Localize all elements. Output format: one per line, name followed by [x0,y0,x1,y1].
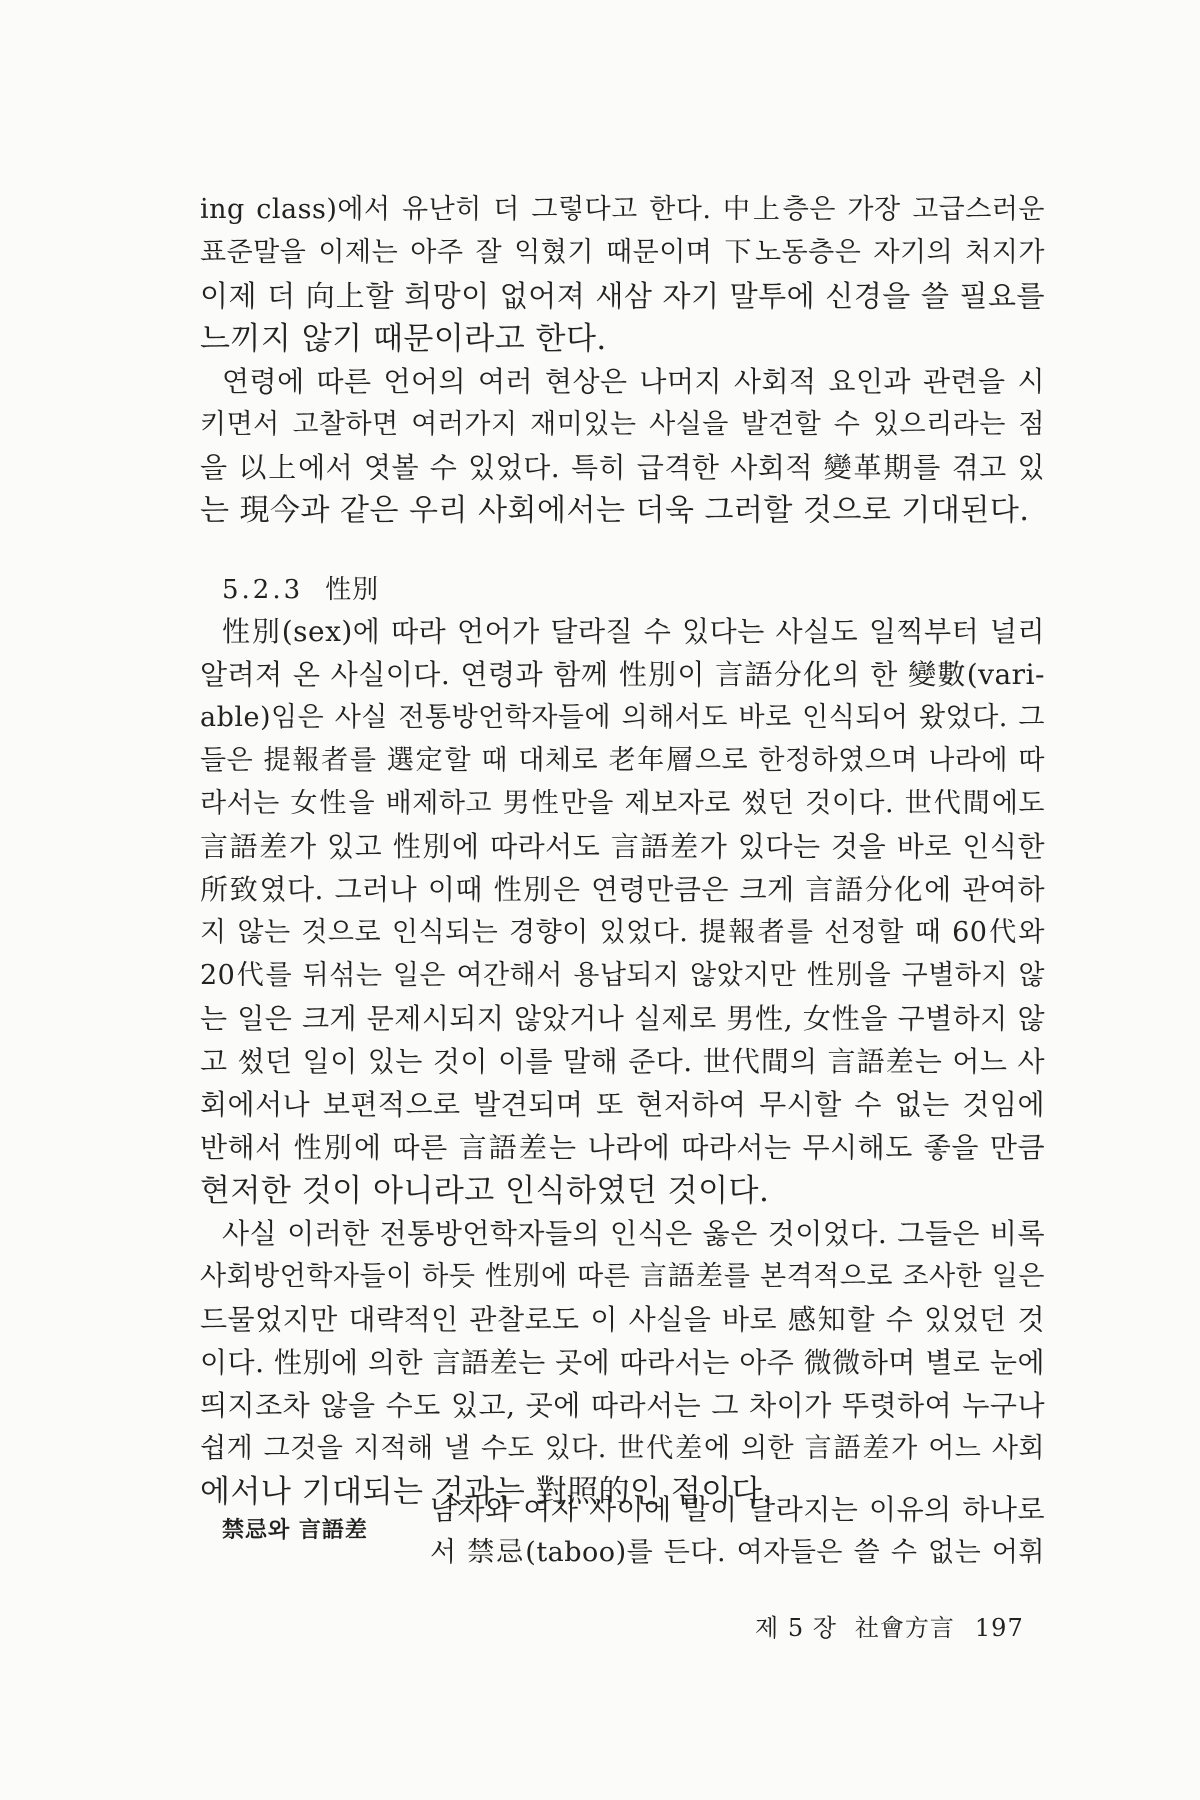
text-line: ing class)에서 유난히 더 그렇다고 한다. 中上층은 가장 고급스러운 [200,194,1045,225]
text-line: 20代를 뒤섞는 일은 여간해서 용납되지 않았지만 性別을 구별하지 않 [200,960,1045,991]
text-line: 연령에 따른 언어의 여러 현상은 나머지 사회적 요인과 관련을 시 [222,365,1045,398]
section-number: 5.2.3 [222,575,304,605]
text-line: 이다. 性別에 의한 言語差는 곳에 따라서는 아주 微微하며 별로 눈에 [200,1346,1045,1379]
section-title: 性別 [325,575,380,605]
text-line: 들은 提報者를 選定할 때 대체로 老年層으로 한정하였으며 나라에 따 [200,745,1045,776]
text-line: 서 禁忌(taboo)를 든다. 여자들은 쓸 수 없는 어휘 [430,1537,1045,1568]
text-line: 는 現今과 같은 우리 사회에서는 더욱 그러할 것으로 기대된다. [200,493,1030,528]
text-line: able)임은 사실 전통방언학자들에 의해서도 바로 인식되어 왔었다. 그 [200,702,1045,733]
text-line: 띄지조차 않을 수도 있고, 곳에 따라서는 그 차이가 뚜렷하여 누구나 [200,1389,1045,1422]
chapter-title: 社會方言 [854,1614,955,1642]
text-line: 반해서 性別에 따른 言語差는 나라에 따라서는 무시해도 좋을 만큼 [200,1131,1045,1164]
text-line: 남자와 여자 사이에 말이 달라지는 이유의 하나로 [430,1493,1045,1526]
text-line: 는 일은 크게 문제시되지 않았거나 실제로 男性, 女性을 구별하지 않 [200,1002,1045,1035]
text-line: 사회방언학자들이 하듯 性別에 따른 言語差를 본격적으로 조사한 일은 [200,1261,1045,1292]
text-line: 言語差가 있고 性別에 따라서도 言語差가 있다는 것을 바로 인식한 [200,830,1045,863]
text-line: 이제 더 向上할 희망이 없어져 새삼 자기 말투에 신경을 쓸 필요를 [200,279,1045,313]
text-line: 쉽게 그것을 지적해 낼 수도 있다. 世代差에 의한 言語差가 어느 사회 [200,1433,1045,1464]
chapter-label: 제 5 장 [755,1614,837,1642]
text-line: 라서는 女性을 배제하고 男性만을 제보자로 썼던 것이다. 世代間에도 [200,788,1045,819]
text-line: 느끼지 않기 때문이라고 한다. [200,321,607,357]
text-line: 키면서 고찰하면 여러가지 재미있는 사실을 발견할 수 있으리라는 점 [200,409,1045,440]
text-line: 지 않는 것으로 인식되는 경향이 있었다. 提報者를 선정할 때 60代와 [200,917,1045,948]
text-line: 을 以上에서 엿볼 수 있었다. 특히 급격한 사회적 變革期를 겪고 있 [200,451,1045,484]
text-line: 고 썼던 일이 있는 것이 이를 말해 준다. 世代間의 言語差는 어느 사 [200,1045,1045,1078]
page-number: 197 [974,1614,1024,1642]
text-line: 알려져 온 사실이다. 연령과 함께 性別이 言語分化의 한 變數(vari- [200,658,1045,691]
text-line: 所致였다. 그러나 이때 性別은 연령만큼은 크게 言語分化에 관여하 [200,873,1045,906]
margin-heading: 禁忌와 言語差 [222,1517,368,1543]
section-heading [222,570,379,610]
text-line: 에서나 기대되는 것과는 對照的인 점이다. [200,1474,773,1510]
text-line: 性別(sex)에 따라 언어가 달라질 수 있다는 사실도 일찍부터 널리 [222,615,1045,648]
page-footer [755,1608,1024,1648]
text-line: 드물었지만 대략적인 관찰로도 이 사실을 바로 感知할 수 있었던 것 [200,1303,1045,1336]
text-line: 회에서나 보편적으로 발견되며 또 현저하여 무시할 수 없는 것임에 [200,1088,1045,1121]
text-line: 현저한 것이 아니라고 인식하였던 것이다. [200,1173,770,1209]
text-line: 사실 이러한 전통방언학자들의 인식은 옳은 것이었다. 그들은 비록 [222,1217,1045,1250]
text-line: 표준말을 이제는 아주 잘 익혔기 때문이며 下노동층은 자기의 처지가 [200,237,1045,268]
